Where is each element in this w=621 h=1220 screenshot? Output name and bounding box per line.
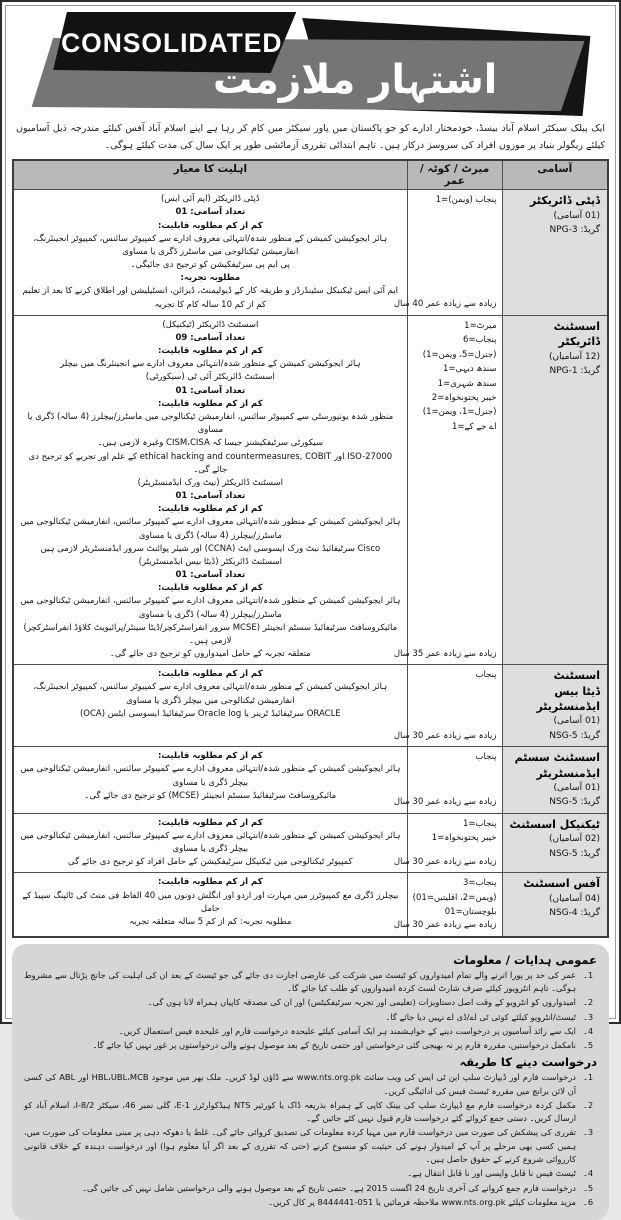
merit-line: سندھ شہری=1 [437,378,497,389]
position-meta: گریڈ: NPG-1 [549,365,600,376]
eligibility-line: کم از کم مطلوبہ قابلیت: [157,751,263,762]
item-number: 2۔ [583,997,594,1008]
instruction-item [24,1071,597,1098]
merit-cell [393,873,502,937]
eligibility-line: کم از کم مطلوبہ قابلیت: [157,817,263,828]
item-text: تقرری کی پیشکش کی صورت میں درخواست فارم میں مہیا کردہ معلومات کی تصدیق کروائی جائے گی۔ غلط یا دھوکہ دہی پر مبنی معلومات کی صورت میں، ہمیں کسی بھی مرحلے پر آپ کے امیدوار ہونے کی حیثیت کو منسوخ کرنے (حتی کہ تقرری کے بعد اگر آیا معلوم ہوا) اور درخواست دہندہ کے خلاف قانونی کارروائی شروع کرنے کے حقوق حاصل ہیں۔ [24,1127,576,1164]
eligibility-line: کم از کم مطلوبہ قابلیت: [157,504,263,515]
section-title: درخواست دینے کا طریقہ [459,1055,597,1070]
vacancy-table [12,159,609,938]
item-text: درخواست فارم جمع کروانے کی آخری تاریخ 24 اگست 2015 ہے۔ حتمی تاریخ کے بعد موصول ہونے والی درخواستیں شامل نہیں کی جائیں گی۔ [82,1182,576,1193]
instruction-item [24,996,597,1009]
banner [12,10,609,118]
merit-line: پنجاب=1 [462,818,497,829]
eligibility-cell [13,747,407,814]
merit-line: (ویمن=2، اقلیتیں=01) [412,892,497,903]
merit-line: بلوچستان=01 [444,907,497,918]
header-merit: میرٹ / کوٹہ / عمر [407,160,502,190]
merit-cell [393,315,502,664]
position-cell [502,747,608,814]
age-limit: زیادہ سے زیادہ عمر 40 سال [393,299,497,310]
eligibility-cell [13,190,407,316]
age-limit: زیادہ سے زیادہ عمر 30 سال [393,730,497,741]
position-title: اسسٹنٹ [553,669,600,683]
eligibility-line: اسسٹنٹ ڈائریکٹر (ڈیٹا بیس ایڈمنسٹریٹر) [138,556,282,567]
vacancy-row [13,747,608,814]
intro-paragraph: ایک پبلک سیکٹر اسلام آباد بیسڈ، خودمختار ادارے کو جو پاکستان میں پاور سیکٹر میں کام کر رہا ہے اپنے اسلام آباد آفس کیلئے مندرجہ ذیل آسامیوں کیلئے ریگولر بنیاد پر موزوں افراد کی سروسز درکار ہیں۔ تاہم ابتدائی تقرری آزمائشی طور پر ایک سال کی مدت کیلئے ہوگی۔ [16,123,605,151]
eligibility-line: ہائر ایجوکیشن کمیشن کے منظور شدہ/انتہائی معروف ادارے سے کمپیوٹر سائنس، کمپیوٹر انجینئرنگ، انفارمیشن ٹیکنالوجی میں بیچلر ڈگری یا مساوی [33,682,388,706]
merit-line: پنجاب [475,752,497,763]
eligibility-line: ہائر ایجوکیشن کمیشن کے منظور شدہ/انتہائی معروف ادارے سے کمپیوٹر سائنس، انفارمیشن ٹیکنالوجی میں بیچلر ڈگری یا مساوی [20,830,401,855]
eligibility-line: کم از کم مطلوبہ قابلیت: [157,877,263,888]
banner-graphic [12,10,609,118]
position-meta: گریڈ: NPG-3 [549,225,600,236]
eligibility-line: کم از کم مطلوبہ قابلیت: [157,220,263,231]
instruction-item [24,1039,597,1052]
merit-line: پنجاب=6 [462,335,497,346]
eligibility-line: ہائر ایجوکیشن کمیشن کے منظور شدہ/انتہائی معروف ادارے سے کمپیوٹر سائنس، انفارمیشن ٹیکنالوجی میں بیچلر ڈگری یا مساوی [20,764,401,788]
eligibility-line: اسسٹنٹ ڈائریکٹر (ٹیکنیکل) [162,319,259,330]
eligibility-line: ہائر ایجوکیشن کمیشن کے منظور شدہ/انتہائی معروف ادارے سے کمپیوٹر سائنس، کمپیوٹر انجینئرنگ، انفارمیشن ٹیکنالوجی میں ماسٹرز ڈگری یا مساوی [33,233,388,257]
instruction-item [24,1182,597,1195]
position-title: ڈیٹا بیس ایڈمنسٹریٹر [536,684,600,714]
item-number: 5۔ [583,1040,594,1051]
header-position: آسامی [502,160,608,190]
merit-line: خیبر پختونخواہ=2 [431,392,497,403]
instruction-item [24,1011,597,1024]
vacancy-row [13,873,608,937]
position-cell [502,873,608,937]
position-title: ایڈمنسٹریٹر [536,766,600,780]
eligibility-line: ہائر ایجوکیشن کمیشن کے منظور شدہ/انتہائی معروف ادارے سے کمپیوٹر سائنس، انفارمیشن ٹیکنالوجی میں ماسٹرز/بیچلرز (4 سالہ) ڈگری یا مساوی [20,596,401,620]
eligibility-line: Cisco سرٹیفائیڈ نیٹ ورک ایسوسی ایٹ (CCNA) اور شیئر پوائنٹ سرور ایڈمنسٹریٹر لازمی ہیں [40,543,381,554]
age-limit: زیادہ سے زیادہ عمر 30 سال [393,920,497,931]
item-number: 1۔ [583,969,594,980]
item-number: 6۔ [583,1196,594,1207]
age-limit: زیادہ سے زیادہ عمر 35 سال [393,648,497,659]
eligibility-line: ہائر ایجوکیشن کمیشن کے منظور شدہ/انتہائی معروف ادارے سے کمپیوٹر سائنس، انفارمیشن ٹیکنالوجی میں ماسٹرز/بیچلرز (4 سالہ) ڈگری یا مساوی [20,517,401,541]
item-number: 2۔ [583,1099,594,1110]
merit-line: پنجاب=3 [462,878,497,889]
position-cell [502,190,608,316]
eligibility-line: تعداد آسامی: 01 [175,491,246,502]
eligibility-line: پی ایم پی سرٹیفکیشن کو ترجیح دی جائیگی۔ [130,260,290,271]
item-text: عمر کی حد پر پورا اترنے والے تمام امیدواروں کو ٹیسٹ میں شرکت کی عارضی اجازت دی جائے گی جو ٹیسٹ کے بعد ان کی اہلیت کی جانچ پڑتال سے مشروط ہوگی۔ تاہم انٹرویوز کیلئے صرف شارٹ لسٹ کردہ امیدواروں کو طلب کیا جائے گا۔ [24,969,576,994]
item-text: ایک سے زائد آسامیوں پر درخواست دینے کے خواہشمند ہر ایک آسامی کیلئے علیحدہ درخواست فارم اور علیحدہ فیس استعمال کریں۔ [118,1025,576,1036]
merit-line: پنجاب (ویمن)=1 [435,195,497,206]
item-number: 3۔ [583,1011,594,1022]
table-header-row [13,160,608,190]
page-frame [5,5,616,1207]
eligibility-line: کم از کم مطلوبہ قابلیت: [157,583,263,594]
eligibility-line: متعلقہ تجربہ کے حامل امیدواروں کو ترجیح دی جائے گی۔ [109,649,311,660]
vacancy-row [13,190,608,316]
eligibility-cell [13,813,407,873]
age-limit: زیادہ سے زیادہ عمر 30 سال [393,857,497,868]
eligibility-line: مطلوبہ تجربہ: [180,273,241,284]
eligibility-line: کم از کم مطلوبہ قابلیت: [157,398,263,409]
advert-title-text: اشتہار ملازمت [212,56,498,104]
eligibility-cell [13,665,407,747]
position-meta: گریڈ: NSG-4 [549,908,600,919]
eligibility-line: سیکورٹی سرٹیفکیشنز جیسا کہ CISM،CISA وغیرہ لازمی ہیں۔ [97,438,324,449]
eligibility-line: کمپیوٹر ٹیکنالوجی میں ٹیکنیکل سرٹیفکیشن کے حامل افراد کو ترجیح دی جائے گی [68,857,353,868]
position-meta: گریڈ: NSG-5 [549,730,600,741]
item-number: 3۔ [583,1127,594,1138]
item-number: 1۔ [583,1072,594,1083]
eligibility-cell [13,873,407,937]
eligibility-line: ایم آئی ایس ٹیکنیکل سٹینڈرڈز و طریقہ کار کے ڈیولپمنٹ، ڈیزائن، انسٹیلیشن اور اطلاق کرنے کا بعد از تعلیم کم از کم 10 سالہ کام کا تجربہ [22,286,399,310]
merit-cell [393,665,502,747]
position-title: ٹیکنیکل اسسٹنٹ [509,817,600,831]
eligibility-line: منظور شدہ یونیورسٹی سے کمپیوٹر سائنس، انفارمیشن ٹیکنالوجی میں ماسٹرز/بیچلرز (4 سالہ) ڈگری یا مساوی [27,412,394,436]
section-general-instructions [24,953,597,1053]
section-application-procedure [24,1055,597,1209]
vacancy-row [13,813,608,873]
position-title: آفس اسسٹنٹ [523,877,600,891]
position-cell [502,813,608,873]
instruction-item [24,1167,597,1180]
age-limit: زیادہ سے زیادہ عمر 30 سال [393,797,497,808]
eligibility-line: تعداد آسامی: 01 [175,385,246,396]
eligibility-line: تعداد آسامی: 01 [175,570,246,581]
instruction-item [24,1126,597,1166]
eligibility-line: ISO-27000 اور ethical hacking and countermeasures, COBIT کے علم اور تجربے کو ترجیح دی جائے گی۔ [28,451,393,475]
eligibility-line: مطلوبہ تجربہ: کم از کم 5 سالہ متعلقہ تجربہ [129,916,292,927]
position-cell [502,315,608,664]
item-text: نامکمل درخواستیں، مقررہ فارم پر نہ بھیجی گئی درخواستیں اور حتمی تاریخ کے بعد موصول ہونے والی درخواستوں پر غور نہیں کیا جائے گا۔ [92,1040,576,1051]
merit-cell [393,190,502,316]
position-meta: گریڈ: NSG-5 [549,797,600,808]
eligibility-line: کم از کم مطلوبہ قابلیت: [157,669,263,680]
instruction-item [24,969,597,996]
header-eligibility: اہلیت کا معیار [13,160,407,190]
instruction-item [24,1099,597,1126]
item-text: ٹیسٹ فیس نا قابل واپسی اور نا قابل انتقال ہے۔ [407,1168,576,1179]
position-meta: (12 آسامیاں) [548,351,600,362]
eligibility-cell [13,315,407,664]
eligibility-line: تعداد آسامی: 01 [175,207,246,218]
eligibility-line: اسسٹنٹ ڈائریکٹر آئی ٹی (سیکورٹی) [145,372,275,383]
instruction-item [24,1196,597,1209]
merit-line: سندھ دیہی=1 [442,364,497,375]
eligibility-line: اسسٹنٹ ڈائریکٹر (نیٹ ورک ایڈمنسٹریٹر) [137,477,283,488]
item-text: ٹیسٹ/انٹرویو کیلئے کوئی ٹی اے/ڈی اے نہیں دیا جائے گا۔ [385,1011,576,1022]
section-title: عمومی ہدایات / معلومات [453,952,597,967]
item-text: درخواست فارم اور ڈیپازٹ سلپ این ٹی ایس کی ویب سائٹ www.nts.org.pk سے ڈاؤن لوڈ کریں۔ ملک بھر میں موجود HBL،UBL،MCB اور ABL کی کسی آن لائن برانچ میں مقررہ ٹیسٹ فیس کی ادائیگی کریں۔ [24,1072,577,1096]
item-text: مکمل کردہ درخواست فارم مع ڈیپازٹ سلپ کی بینک کاپی کے ہمراہ بذریعہ ڈاک یا کورئیر NTS ہیڈکوارٹرز 1-E، گلی نمبر 46، سیکٹر I-8/2، اسلام آباد کو ارسال کریں۔ دستی جمع کروائے گئے درخواست فارم قبول نہیں کئے جائیں گے۔ [24,1099,577,1124]
eligibility-line: تعداد آسامی: 09 [175,332,246,343]
merit-line: (جنرل=5، ویمن=1) [422,349,497,360]
vacancy-row [13,665,608,747]
position-title: ڈپٹی ڈائریکٹر [530,194,600,208]
item-number: 4۔ [583,1168,594,1179]
merit-line: خیبر پختونخواہ=1 [431,833,497,844]
instruction-item [24,1025,597,1038]
merit-cell [393,813,502,873]
position-meta: (02 آسامیاں) [548,834,600,845]
position-meta: (01 آسامی) [553,783,600,793]
eligibility-line: مائیکروسافٹ سرٹیفائیڈ سسٹم انجینئر (MCSE سرور انفراسٹرکچر/ڈیٹا سینٹر/پرائیویٹ کلاؤڈ انفراسٹرکچر) لازمی ہیں۔ [23,622,398,646]
position-meta: (01 آسامی) [553,210,600,221]
merit-line: (جنرل=1، ویمن=1) [422,407,497,418]
merit-line: پنجاب [475,670,497,681]
merit-line: اے جے کے=1 [451,421,497,432]
item-number: 4۔ [583,1025,594,1036]
eligibility-line: بیچلرز ڈگری مع کمپیوٹرز میں مہارت اور اردو اور انگلش دونوں میں 40 الفاظ فی منٹ کی ٹائپنگ سپیڈ کے حامل [22,890,399,914]
item-number: 5۔ [583,1182,594,1193]
eligibility-line: ORACLE سرٹیفائیڈ ٹرینر یا Oracle log سرٹیفائیڈ ایسوسی ایٹس (OCA) [79,708,341,719]
eligibility-line: کم از کم مطلوبہ قابلیت: [157,346,263,357]
position-meta: (01 آسامی) [553,716,600,727]
info-box [12,944,609,1220]
item-text: مزید معلومات کیلئے www.nts.org.pk ملاحظہ فرمائیں یا 051-8444441 پر کال کریں۔ [268,1196,576,1207]
position-title: اسسٹنٹ سسٹم [514,751,600,765]
merit-cell [393,747,502,814]
eligibility-line: ہائر ایجوکیشن کمیشن کے منظور شدہ/انتہائی معروف ادارے سے انجینئرنگ میں بیچلر [60,359,361,370]
position-meta: گریڈ: NSG-5 [549,848,600,859]
position-title: اسسٹنٹ ڈائریکٹر [553,319,600,349]
vacancy-row [13,315,608,664]
position-cell [502,665,608,747]
eligibility-line: ڈپٹی ڈائریکٹر (ایم آئی ایس) [161,194,260,205]
position-meta: (04 آسامیاں) [548,893,600,904]
item-text: امیدواروں کو انٹرویو کے وقت اصل دستاویزات (تعلیمی اور تجربہ سرٹیفکیٹس) اور ان کی مصدقہ کاپیاں ہمراہ لانا ہوں گی۔ [147,997,576,1008]
eligibility-line: مائیکروسافٹ سرٹیفائیڈ سسٹم انجینئر (MCSE) کو ترجیح دی جائے گی۔ [84,790,337,801]
consolidated-badge-text: CONSOLIDATED [61,27,283,59]
merit-line: میرٹ=1 [464,320,497,331]
